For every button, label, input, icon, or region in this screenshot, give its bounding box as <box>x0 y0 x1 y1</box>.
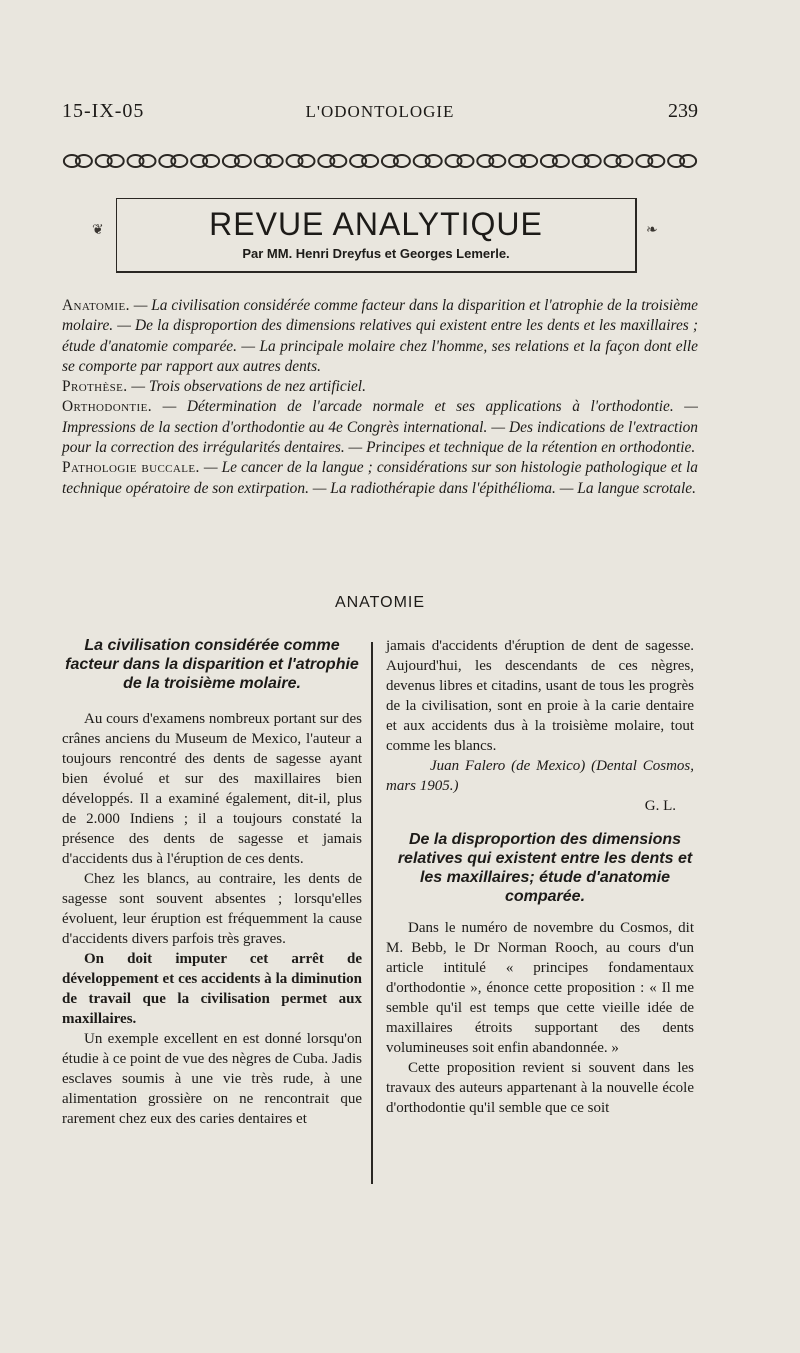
toc-rubric: Prothèse. <box>62 378 128 396</box>
article-heading: De la disproportion des dimensions relatives qui existent entre les dents et les maxillaires; étude d'anatomie comparée. <box>397 831 693 905</box>
toc-text: — Détermination de l'arcade normale et ses applications à l'orthodontie. — Impressions de la section d'orthodontie au 4e Congrès international. — Des indications de l'extraction pour la correction des irrégularités dentaires. — Principes et technique de la rétention en orthodontie. <box>62 398 698 457</box>
toc-entry <box>62 377 698 397</box>
toc-text: — La civilisation considérée comme facteur dans la disparition et l'atrophie de la troisième molaire. — De la disproportion des dimensions relatives qui existent entre les dents et les maxillaires ; étude d'anatomie comparée. — La principale molaire chez l'homme, ses relations et la façon dont elle se comporte par rapport aux autres dents. <box>62 297 698 375</box>
section-heading: ANATOMIE <box>334 594 426 611</box>
toc-text: — Trois observations de nez artificiel. <box>127 378 366 396</box>
review-authors: Par MM. Henri Dreyfus et Georges Lemerle. <box>242 246 510 261</box>
chain-knot-ornament-icon <box>62 150 698 172</box>
review-title: REVUE ANALYTIQUE <box>209 206 543 242</box>
paragraph: Dans le numéro de novembre du Cosmos, dit M. Bebb, le Dr Norman Rooch, au cours d'un article intitulé « principes fondamentaux d'orthodontie », énonce cette proposition : « Il me semble qu'il est temps que cette vieille idée de maxillaires étroits supportant des dents volumineuses soit enfin abandonnée. » <box>386 920 694 1056</box>
paragraph: Chez les blancs, au contraire, les dents de sagesse sont souvent absentes ; lorsqu'elles évoluent, leur éruption est fréquemment la cause d'accidents divers parfois très graves. <box>62 871 362 947</box>
issue-date: 15-IX-05 <box>62 100 145 122</box>
page-number: 239 <box>668 100 698 122</box>
paragraph: Au cours d'examens nombreux portant sur des crânes anciens du Museum de Mexico, l'auteur a toujours rencontré des dents de sagesse ayant bien évolué et sur des maxillaires bien développés. Il a examiné également, dit-il, plus de 2.000 Indiens ; il a toujours constaté la présence des dents de sagesse et jamais d'accidents dus à l'éruption de ces dents. <box>62 711 362 867</box>
toc-rubric: Anatomie. <box>62 297 130 314</box>
paragraph: jamais d'accidents d'éruption de dent de sagesse. Aujourd'hui, les descendants de ces nègres, devenus libres et citadins, usant de tous les progrès de la civilisation, sont en proie à la carie dentaire et aux accidents dus à la troisième molaire, tout comme les blancs. <box>386 638 694 754</box>
leaf-fleuron-icon: ❦ <box>92 223 104 238</box>
journal-title: L'ODONTOLOGIE <box>305 102 455 121</box>
toc-entry <box>62 397 698 458</box>
toc-rubric: Pathologie buccale. <box>62 459 200 477</box>
paragraph: On doit imputer cet arrêt de développement et ces accidents à la diminution de travail que la civilisation permet aux maxillaires. <box>62 951 362 1027</box>
review-title-box <box>116 198 637 273</box>
toc-entry <box>62 296 698 377</box>
toc-text: — Le cancer de la langue ; considérations sur son histologie pathologique et la technique opératoire de son extirpation. — La radiothérapie dans l'épithélioma. — La langue scrotale. <box>62 459 698 497</box>
running-header <box>62 100 698 132</box>
column-divider <box>371 642 373 1184</box>
paragraph: Cette proposition revient si souvent dans les travaux des auteurs appartenant à la nouvelle école d'orthodontie qu'il semble que ce soit <box>386 1060 694 1116</box>
table-of-contents <box>62 296 698 499</box>
citation: Juan Falero (de Mexico) (Dental Cosmos, mars 1905.) <box>386 758 694 794</box>
article-heading: La civilisation considérée comme facteur dans la disparition et l'atrophie de la troisième molaire. <box>65 637 359 692</box>
left-column <box>62 636 362 1129</box>
leaf-fleuron-icon: ❧ <box>646 223 658 238</box>
toc-entry <box>62 458 698 499</box>
toc-rubric: Orthodontie. <box>62 398 152 416</box>
signature: G. L. <box>644 798 676 814</box>
paragraph: Un exemple excellent en est donné lorsqu'on étudie à ce point de vue des nègres de Cuba. Jadis esclaves soumis à une vie très rude, à une alimentation grossière on ne rencontrait que rarement chez eux des caries dentaires et <box>62 1031 362 1127</box>
right-column <box>386 636 694 1118</box>
